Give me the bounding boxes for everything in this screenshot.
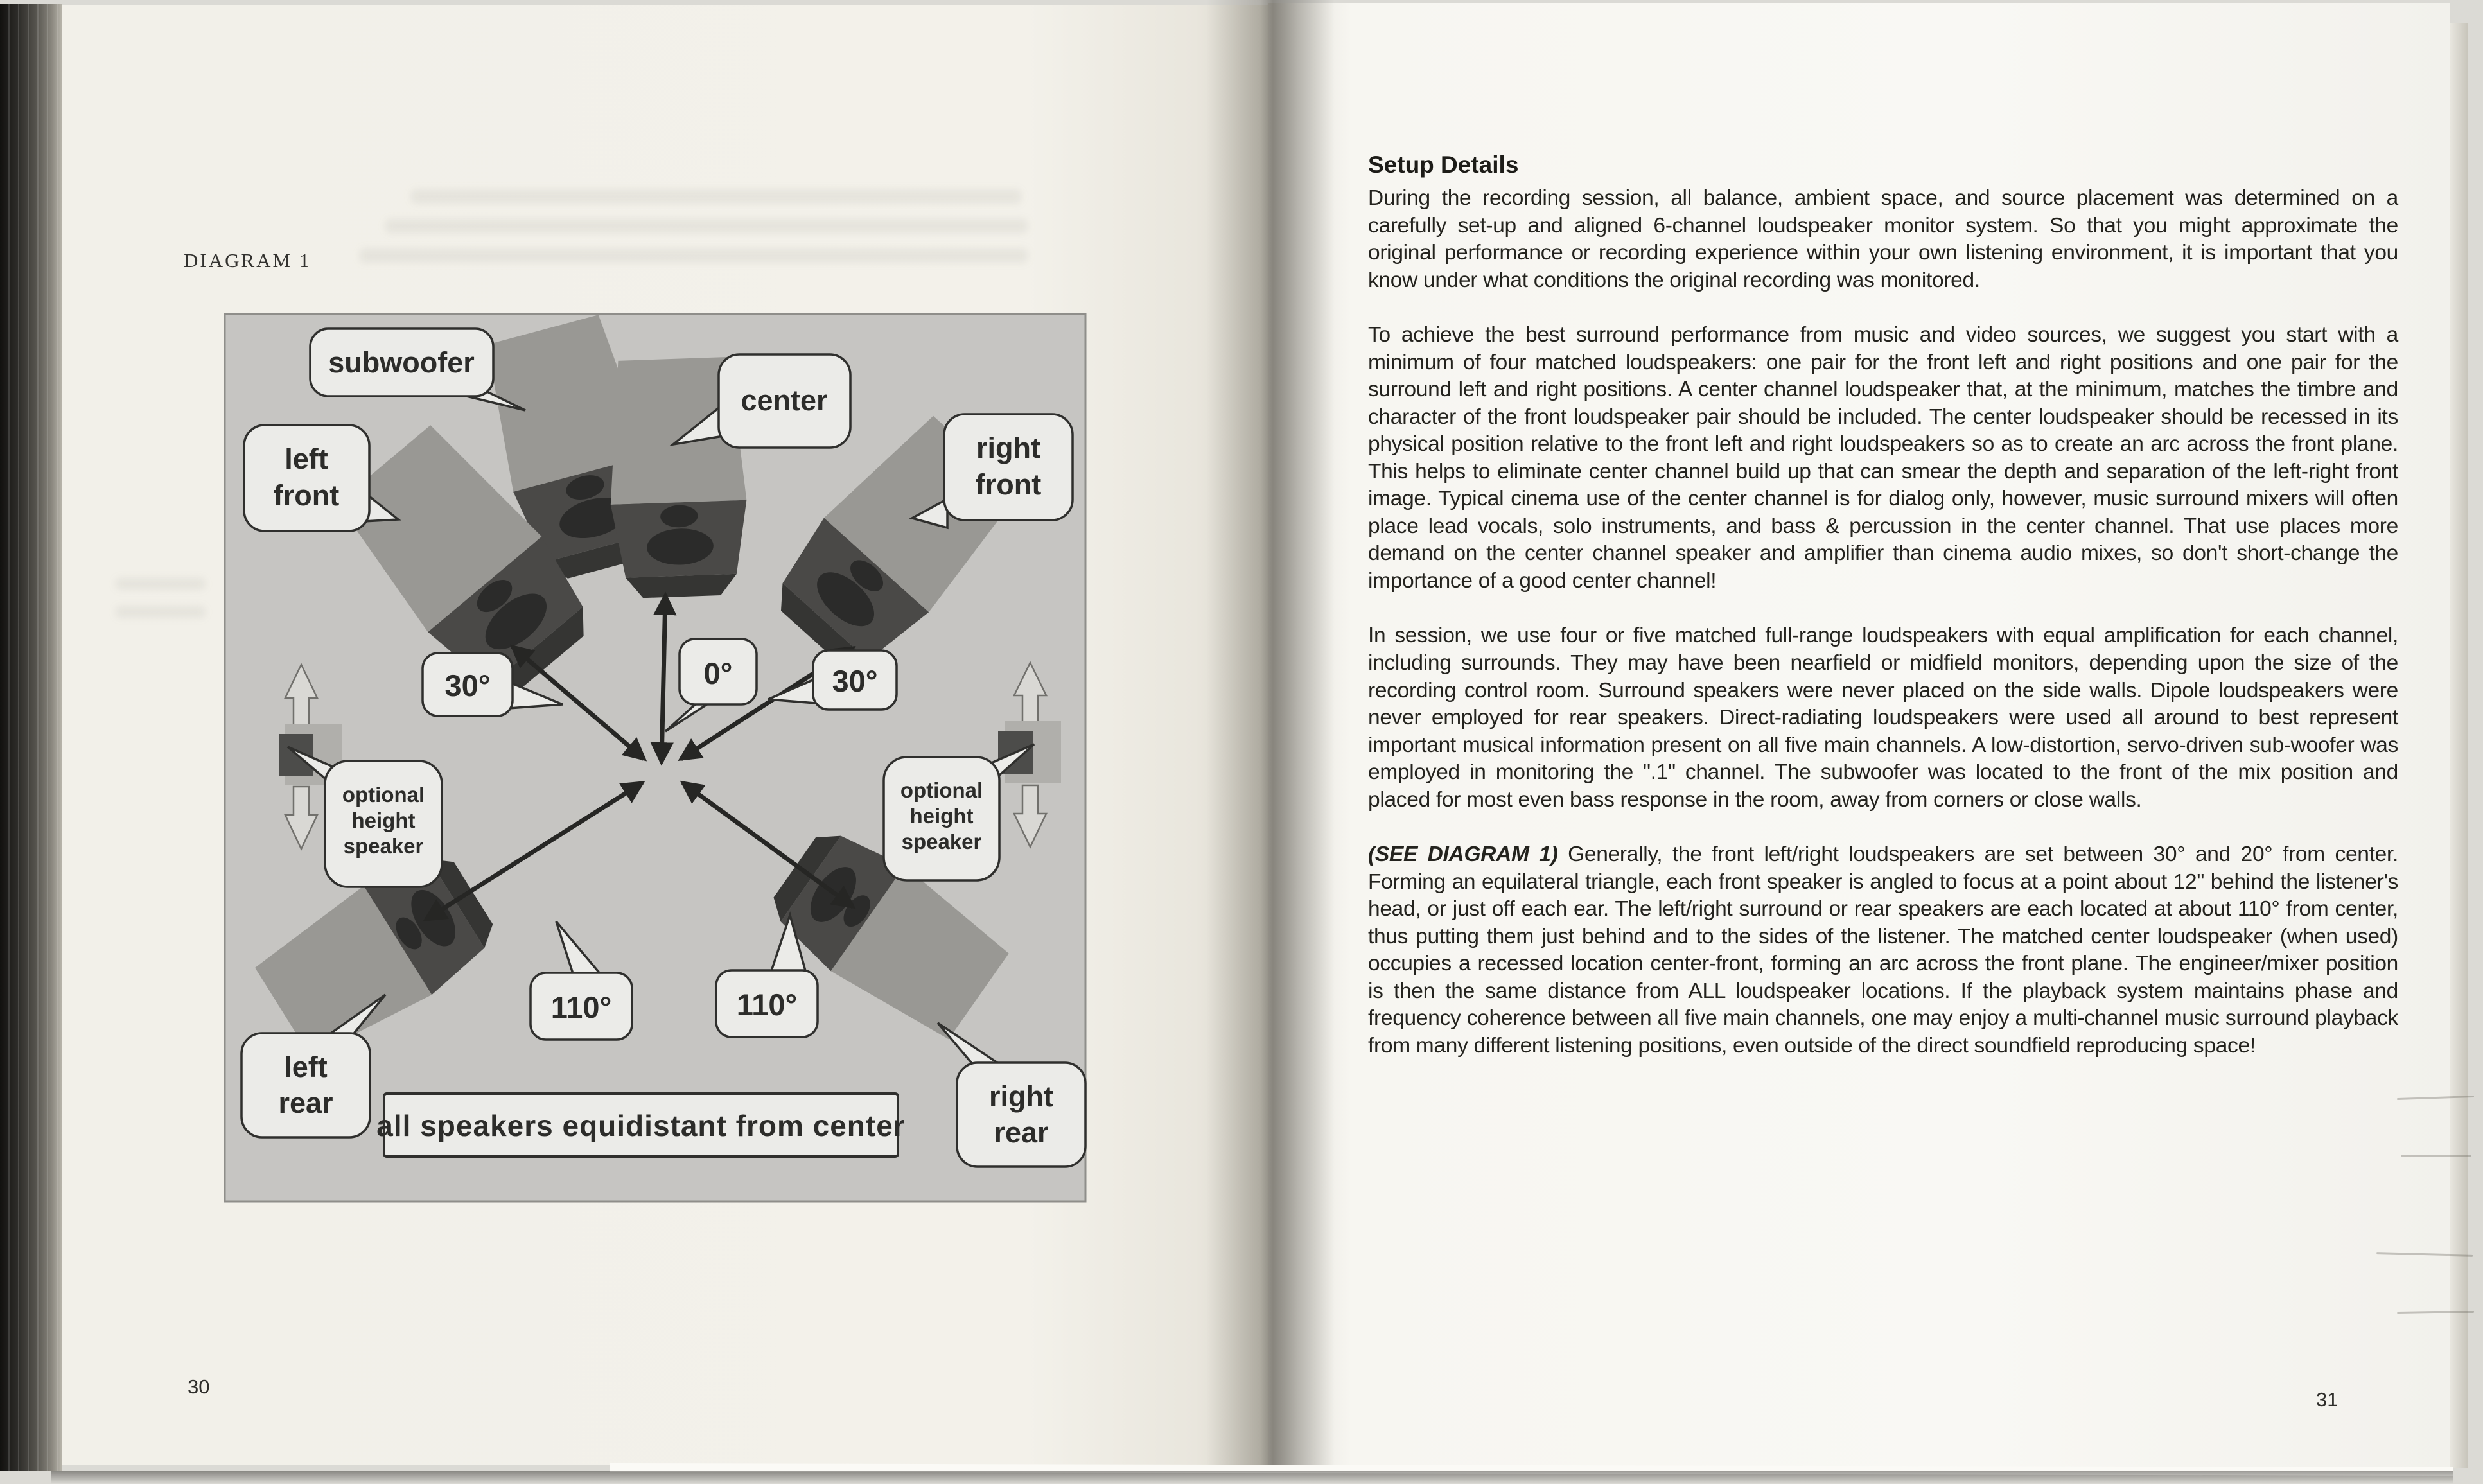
svg-text:30°: 30° (444, 668, 491, 703)
diagram-title: DIAGRAM 1 (184, 249, 311, 272)
svg-text:speaker: speaker (901, 830, 982, 853)
bleed-through-text (411, 189, 1021, 204)
svg-text:30°: 30° (832, 664, 878, 698)
book-left-page-edges (0, 4, 62, 1471)
svg-text:speaker: speaker (343, 834, 424, 858)
speaker-setup-diagram (224, 313, 1087, 1203)
svg-text:right: right (976, 432, 1040, 464)
right-page-number: 31 (2316, 1388, 2338, 1411)
svg-text:front: front (273, 479, 340, 512)
paragraph-4-body: Generally, the front left/right loudspeakers are set between 30° and 20° from center. Forming an equilateral triangle, each front speaker is angled to focus at a point about 12" behind the listener's head, or just off each ear. The left/right surround or rear speakers are each located at about 110° from center, thus putting them just behind and to the sides of the listener. The matched center loudspeaker (when used) occupies a recessed location center-front, forming an arc across the front plane. The engineer/mixer position is then the same distance from ALL loudspeaker locations. If the playback system maintains phase and frequency coherence between all five main channels, one may enjoy a multi-channel music surround playback from many different listening positions, even outside of the direct soundfield reproducing space! (1368, 842, 2398, 1058)
bleed-through-text (385, 219, 1028, 233)
svg-text:0°: 0° (703, 656, 733, 690)
paragraph-3: In session, we use four or five matched full-range loudspeakers with equal amplification for each channel, including surrounds. They may have been nearfield or midfield monitors, depending upon the size of the recording control room. Surround speakers were never placed on the side walls. Dipole loudspeakers were never employed for rear speakers. Direct-radiating loudspeakers were used all around to best represent important musical information present on all five main channels. A low-distortion, servo-driven sub-woofer was employed in monitoring the ".1" channel. The subwoofer was located to the front of the mix position and placed for most even bass response in the room, away from corners or close walls. (1368, 624, 2398, 812)
svg-text:center: center (741, 384, 828, 417)
svg-text:110°: 110° (736, 988, 798, 1022)
svg-text:height: height (351, 808, 416, 832)
bleed-through-text (116, 606, 206, 618)
svg-text:height: height (909, 804, 974, 828)
see-diagram-reference: (SEE DIAGRAM 1) (1368, 842, 1558, 867)
paragraph-1: During the recording session, all balance, ambient space, and source placement was determined on a carefully set-up and aligned 6-channel loudspeaker monitor system. So that you might approximate the original performance or recording experience within your own listening environment, it is important that you know under what conditions the original recording was monitored. (1368, 186, 2398, 292)
svg-text:all speakers equidistant from: all speakers equidistant from center (376, 1109, 906, 1142)
svg-text:optional: optional (342, 783, 425, 807)
svg-text:left: left (285, 442, 328, 475)
book-right-page-edge (2450, 23, 2468, 1468)
svg-text:subwoofer: subwoofer (328, 346, 475, 379)
paragraph-2: To achieve the best surround performance from music and video sources, we suggest you start with a minimum of four matched loudspeakers: one pair for the front left and right positions and one pair for the surround left and right positions. A center channel loudspeaker that, at the minimum, matches the timbre and character of the front loudspeaker pair should be included. The center loudspeaker should be recessed in its physical position relative to the front left and right loudspeakers so as to create an arc across the front plane. This helps to eliminate center channel build up that can smear the depth and separation of the left-right front image. Typical cinema use of the center channel is for dialog only, however, music surround mixers will often place lead vocals, solo instruments, and bass & percussion in the center channel. That use places more demand on the center channel speaker and amplifier than cinema audio mixes, so don't short-change the importance of a good center channel! (1368, 323, 2398, 593)
svg-text:110°: 110° (550, 990, 612, 1024)
svg-text:right: right (989, 1080, 1053, 1113)
svg-text:rear: rear (278, 1087, 333, 1119)
left-page-number: 30 (188, 1375, 210, 1398)
svg-text:front: front (975, 468, 1042, 501)
setup-details-article (1368, 152, 2398, 1060)
section-heading: Setup Details (1368, 152, 1519, 178)
svg-text:rear: rear (994, 1116, 1049, 1149)
bottom-shadow (51, 1471, 2453, 1484)
scan-mark (2401, 1155, 2471, 1157)
diagram-caption-box (376, 1094, 905, 1157)
svg-text:left: left (284, 1051, 328, 1083)
bleed-through-text (360, 249, 1028, 263)
paragraph-4 (1368, 841, 2398, 1060)
svg-text:optional: optional (900, 778, 983, 802)
bleed-through-text (116, 578, 206, 589)
